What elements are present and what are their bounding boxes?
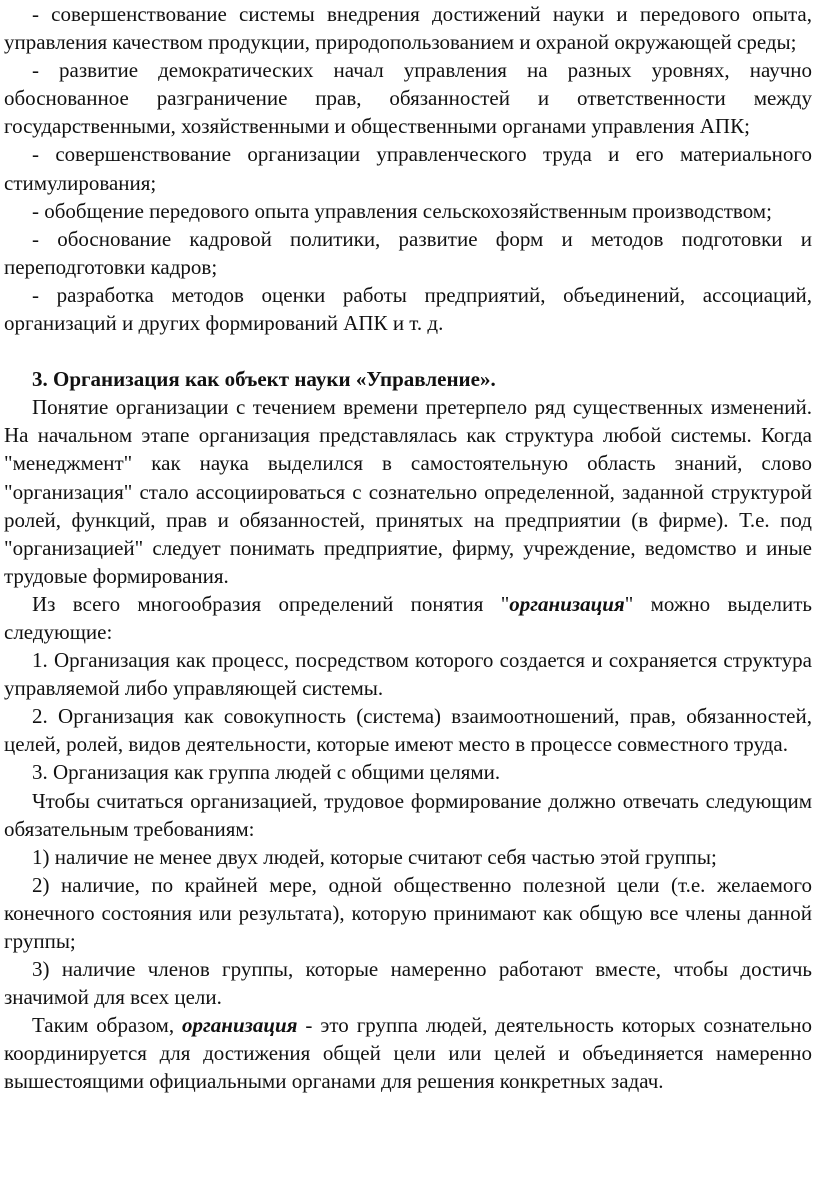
term-emphasis: организация — [509, 591, 625, 616]
text-run: - это группа людей, деятельность которых сознательно координируется для достижения общей цели или целей и объединяется намеренно вышестоящими официальными органами для решения конкретных задач. — [4, 1013, 812, 1094]
text-run: Таким образом, — [32, 1013, 183, 1038]
definition-item: 3. Организация как группа людей с общими целями. — [32, 760, 501, 785]
list-item: - совершенствование организации управленческого труда и его материального стимулирования; — [4, 142, 812, 195]
definition-item: 1. Организация как процесс, посредством которого создается и сохраняется структура управляемой либо управляющей системы. — [4, 648, 812, 701]
text-run: " можно выделить следующие: — [4, 591, 812, 644]
list-item: - развитие демократических начал управления на разных уровнях, научно обоснованное разграничение прав, обязанностей и ответственности между государственными, хозяйственными и общественными органами управления АПК; — [4, 58, 812, 139]
list-item: - совершенствование системы внедрения достижений науки и передового опыта, управления качеством продукции, природопользованием и охраной окружающей среды; — [4, 2, 812, 55]
paragraph-definitions-intro — [4, 590, 812, 646]
requirement-item: 2) наличие, по крайней мере, одной общественно полезной цели (т.е. желаемого конечного состояния или результата), которую принимают как общую все члены данной группы; — [4, 872, 812, 953]
section-heading: 3. Организация как объект науки «Управление». — [32, 367, 496, 392]
definition-item: 2. Организация как совокупность (система) взаимоотношений, прав, обязанностей, целей, ролей, видов деятельности, которые имеют место в процессе совместного труда. — [4, 704, 812, 757]
requirement-item: 3) наличие членов группы, которые намеренно работают вместе, чтобы достичь значимой для всех цели. — [4, 957, 812, 1010]
paragraph-concept: Понятие организации с течением времени претерпело ряд существенных изменений. На начальном этапе организация представлялась как структура любой системы. Когда "менеджмент" как наука выделился в самостоятельную область знаний, слово "организация" стало ассоциироваться с сознательно определенной, заданной структурой ролей, функций, прав и обязанностей, принятых на предприятии (в фирме). Т.е. под "организацией" следует понимать предприятие, фирму, учреждение, ведомство и иные трудовые формирования. — [4, 395, 812, 588]
requirement-item: 1) наличие не менее двух людей, которые считают себя частью этой группы; — [32, 844, 717, 869]
list-item: - разработка методов оценки работы предприятий, объединений, ассоциаций, организаций и других формирований АПК и т. д. — [4, 282, 812, 336]
paragraph-requirements-intro: Чтобы считаться организацией, трудовое формирование должно отвечать следующим обязательным требованиям: — [4, 788, 812, 841]
text-run: Из всего многообразия определений понятия " — [32, 591, 510, 616]
paragraph-conclusion — [4, 1011, 812, 1095]
term-emphasis: организация — [182, 1013, 298, 1038]
list-item: - обобщение передового опыта управления сельскохозяйственным производством; — [32, 198, 772, 223]
list-item: - обоснование кадровой политики, развитие форм и методов подготовки и переподготовки кадров; — [4, 226, 812, 279]
